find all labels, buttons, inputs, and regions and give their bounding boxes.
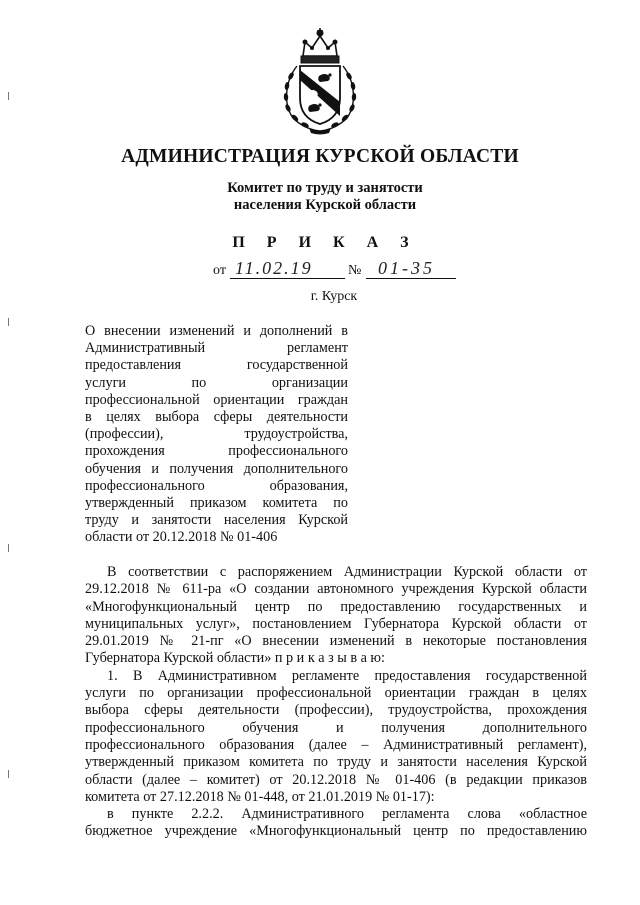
body-line: выбора сферы деятельности (профессии), трудоустройства, прохождения bbox=[85, 702, 587, 719]
order-body bbox=[85, 564, 587, 841]
scan-margin-mark bbox=[8, 770, 9, 778]
document-type-heading: П Р И К А З bbox=[232, 234, 418, 251]
date-label: от bbox=[213, 263, 226, 278]
handwritten-date: 11.02.19 bbox=[235, 258, 313, 278]
number-label: № bbox=[348, 263, 362, 278]
body-line: 29.12.2018 № 611-ра «О создании автономного учреждения Курской области bbox=[85, 581, 587, 598]
subject-line: утвержденный приказом комитета по bbox=[85, 494, 348, 511]
order-subject-block bbox=[85, 323, 348, 546]
body-line: профессионального обучения и получения дополнительного bbox=[85, 719, 587, 736]
body-line: В соответствии с распоряжением Администрации Курской области от bbox=[107, 564, 587, 580]
subject-line: предоставления государственной bbox=[85, 357, 348, 374]
subject-line: области от 20.12.2018 № 01-406 bbox=[85, 529, 278, 546]
body-line: «Многофункциональный центр по предоставлению государственных и bbox=[85, 598, 587, 615]
body-line: утвержденный приказом комитета по труду и занятости населения Курской bbox=[85, 754, 587, 771]
body-line: в пункте 2.2.2. Административного регламента слова «областное bbox=[107, 806, 587, 823]
organization-title: АДМИНИСТРАЦИЯ КУРСКОЙ ОБЛАСТИ bbox=[121, 146, 519, 167]
city-line: г. Курск bbox=[310, 289, 358, 304]
subject-line: обучения и получения дополнительного bbox=[85, 460, 348, 477]
body-line: профессионального образования (далее – Административный регламент), bbox=[85, 736, 587, 753]
scan-margin-mark bbox=[8, 544, 9, 552]
date-number-line bbox=[213, 260, 463, 282]
scan-margin-mark bbox=[8, 318, 9, 326]
committee-name-line-2: населения Курской области bbox=[233, 197, 417, 213]
body-line: бюджетное учреждение «Многофункциональный центр по предоставлению bbox=[85, 823, 587, 840]
subject-line: услуги по организации bbox=[85, 374, 348, 391]
handwritten-number: 01-35 bbox=[378, 258, 435, 278]
committee-name-line-1: Комитет по труду и занятости bbox=[227, 180, 423, 196]
body-line: муниципальных услуг», постановлением Губернатора Курской области от bbox=[85, 615, 587, 632]
kursk-coat-of-arms-icon bbox=[279, 26, 361, 136]
subject-line: труду и занятости населения Курской bbox=[85, 512, 348, 529]
body-line: 1. В Административном регламенте предоставления государственной bbox=[107, 667, 587, 684]
body-line: области (далее – комитет) от 20.12.2018 № 01-406 (в редакции приказов bbox=[85, 771, 587, 788]
subject-line: профессиональной ориентации граждан bbox=[85, 391, 348, 408]
subject-line: профессионального образования, bbox=[85, 477, 348, 494]
subject-line: О внесении изменений и дополнений в bbox=[85, 323, 348, 339]
subject-line: Административный регламент bbox=[85, 340, 348, 357]
body-line: Губернатора Курской области» п р и к а з ы в а ю: bbox=[85, 650, 385, 667]
body-line: 29.01.2019 № 21-пг «О внесении изменений в некоторые постановления bbox=[85, 633, 587, 650]
subject-line: в целях выбора сферы деятельности bbox=[85, 408, 348, 425]
body-line: комитета от 27.12.2018 № 01-448, от 21.01.2019 № 01-17): bbox=[85, 788, 435, 805]
body-line: услуги по организации профессиональной ориентации граждан в целях bbox=[85, 685, 587, 702]
scan-margin-mark bbox=[8, 92, 9, 100]
subject-line: прохождения профессионального bbox=[85, 443, 348, 460]
subject-line: (профессии), трудоустройства, bbox=[85, 426, 348, 443]
